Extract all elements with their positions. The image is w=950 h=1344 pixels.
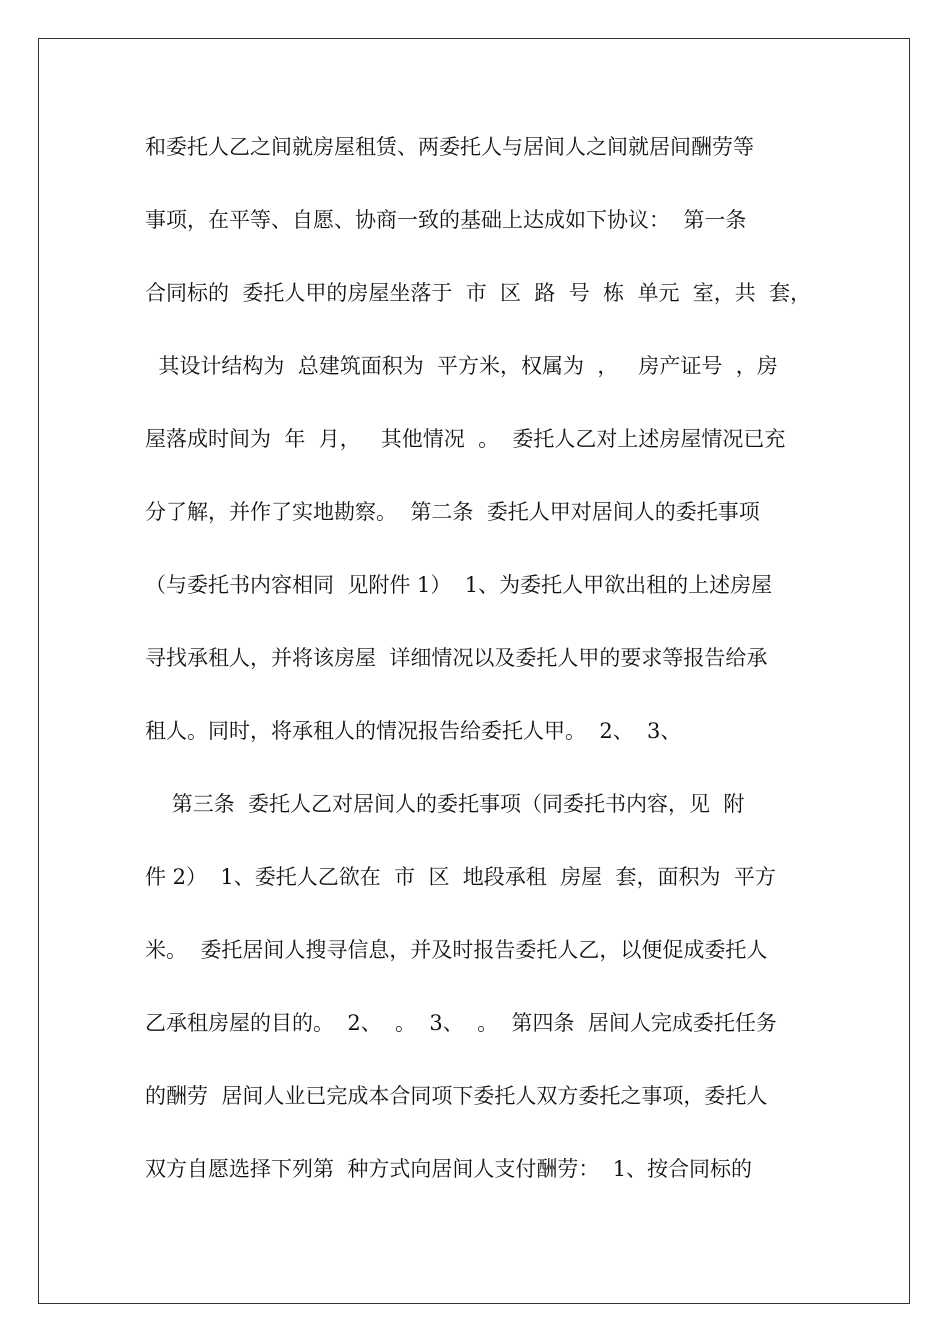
text-line-2: 事项，在平等、自愿、协商一致的基础上达成如下协议： 第一条	[145, 208, 747, 232]
document-body	[145, 127, 825, 1222]
text-line-5: 屋落成时间为 年 月， 其他情况 。 委托人乙对上述房屋情况已充	[145, 427, 786, 451]
text-line-14: 的酬劳 居间人业已完成本合同项下委托人双方委托之事项，委托人	[145, 1084, 768, 1108]
text-line-15: 双方自愿选择下列第 种方式向居间人支付酬劳： 1、按合同标的	[145, 1157, 753, 1181]
text-line-9: 租人。同时，将承租人的情况报告给委托人甲。 2、 3、	[145, 719, 682, 743]
text-line-7: （与委托书内容相同 见附件 1） 1、为委托人甲欲出租的上述房屋	[145, 573, 773, 597]
text-line-3: 合同标的 委托人甲的房屋坐落于 市 区 路 号 栋 单元 室，共 套，	[145, 281, 812, 305]
text-line-4: 其设计结构为 总建筑面积为 平方米，权属为 ， 房产证号 ，房	[145, 354, 778, 378]
text-line-10: 第三条 委托人乙对居间人的委托事项（同委托书内容，见 附	[145, 792, 745, 816]
text-line-13: 乙承租房屋的目的。 2、 。 3、 。 第四条 居间人完成委托任务	[145, 1011, 777, 1035]
text-line-1: 和委托人乙之间就房屋租赁、两委托人与居间人之间就居间酬劳等	[145, 135, 754, 159]
text-line-11: 件 2） 1、委托人乙欲在 市 区 地段承租 房屋 套，面积为 平方	[145, 865, 776, 889]
text-line-12: 米。 委托居间人搜寻信息，并及时报告委托人乙，以便促成委托人	[145, 938, 768, 962]
text-line-6: 分了解，并作了实地勘察。 第二条 委托人甲对居间人的委托事项	[145, 500, 760, 524]
text-line-8: 寻找承租人，并将该房屋 详细情况以及委托人甲的要求等报告给承	[145, 646, 768, 670]
